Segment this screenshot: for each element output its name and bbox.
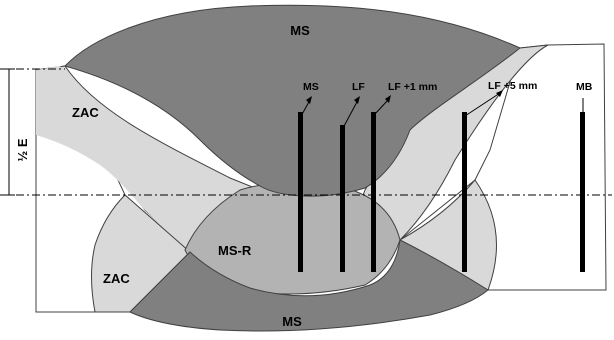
label-zac-top: ZAC	[72, 105, 99, 120]
probe-bar-ms	[298, 112, 303, 272]
probe-label-lf5: LF +5 mm	[488, 80, 538, 92]
probe-label-lf: LF	[352, 81, 365, 93]
probe-label-mb: MB	[576, 81, 593, 93]
label-ms-bottom: MS	[282, 314, 302, 329]
probe-bar-lf5	[462, 112, 467, 272]
probe-label-ms: MS	[303, 81, 319, 93]
probe-label-lf1: LF +1 mm	[388, 81, 438, 93]
probe-bar-lf	[340, 125, 345, 272]
label-ms-top: MS	[290, 23, 310, 38]
label-zac-bottom: ZAC	[103, 271, 130, 286]
half-e-label: ½ E	[15, 138, 30, 162]
label-ms-r: MS-R	[218, 243, 252, 258]
probe-bar-mb	[580, 112, 585, 272]
probe-bar-lf1	[371, 112, 376, 272]
